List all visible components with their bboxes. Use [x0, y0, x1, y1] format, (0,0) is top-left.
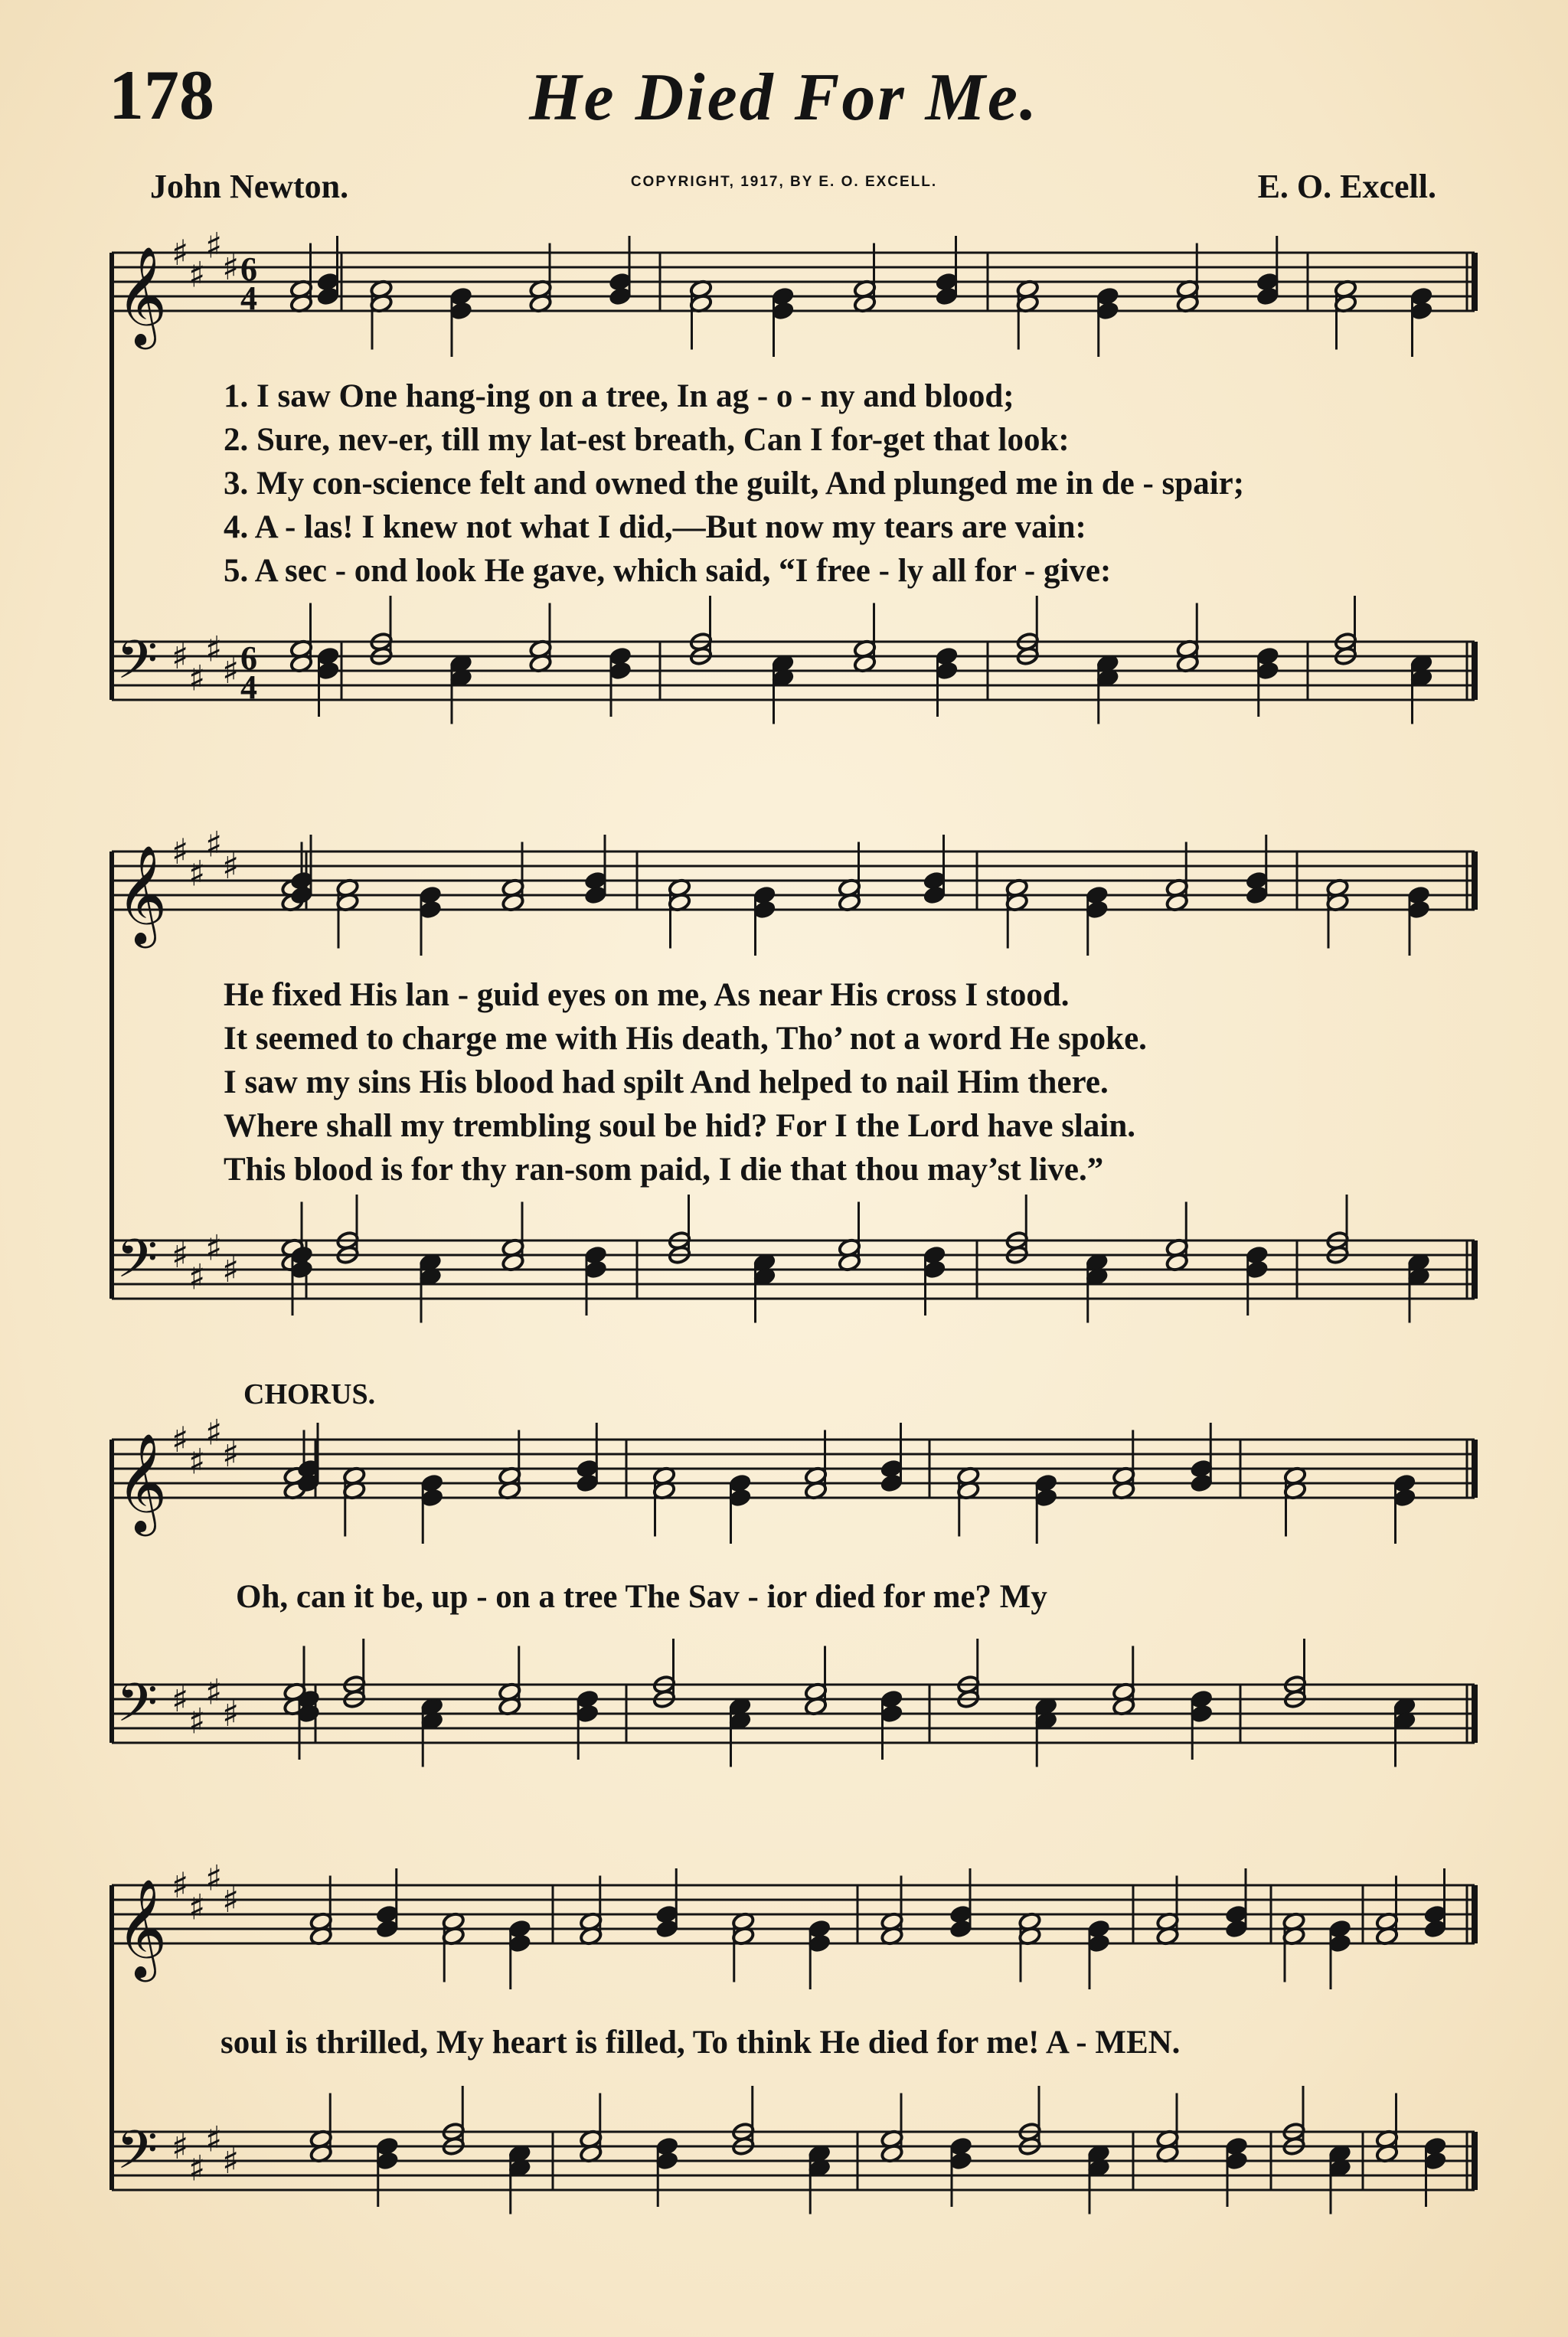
verse-line-1b: He fixed His lan - guid eyes on me, As near His cross I stood. [224, 977, 1070, 1013]
bass-staff-3-sharp: ♯ [172, 1678, 189, 1720]
bass-staff-1-time-top: 6 [240, 639, 257, 677]
treble-staff-1-time-bottom: 4 [240, 279, 257, 317]
treble-staff-2-treble-clef: 𝄞 [116, 845, 168, 944]
treble-staff-4-sharp: ♯ [172, 1865, 189, 1906]
treble-staff-3-end-bar [1472, 1440, 1478, 1498]
treble-staff-3-treble-clef: 𝄞 [116, 1433, 168, 1532]
lyricist-credit: John Newton. [150, 168, 349, 205]
verse-line-5a: 5. A sec - ond look He gave, which said, “I free - ly all for - give: [224, 553, 1112, 589]
verse-line-4b: Where shall my trembling soul be hid? For I the Lord have slain. [224, 1108, 1135, 1144]
bass-staff-1-end-bar [1472, 642, 1478, 700]
copyright-notice: COPYRIGHT, 1917, BY E. O. EXCELL. [630, 174, 938, 190]
treble-staff-4-sharp: ♯ [205, 1857, 223, 1899]
bass-staff-2-sharp: ♯ [172, 1234, 189, 1276]
bass-staff-3-sharp: ♯ [222, 1693, 240, 1734]
bass-staff-2-bass-clef: 𝄢 [116, 1227, 158, 1303]
bass-staff-3-end-bar [1472, 1685, 1478, 1743]
treble-staff-1-sharp: ♯ [222, 247, 240, 288]
bass-staff-4-sharp: ♯ [222, 2140, 240, 2182]
bass-staff-4-bass-clef: 𝄢 [116, 2119, 158, 2194]
bass-staff-4-sharp: ♯ [188, 2147, 206, 2189]
bass-staff-4-end-bar [1472, 2132, 1478, 2190]
bass-staff-2-sharp: ♯ [205, 1227, 223, 1269]
bass-staff-1-time-bottom: 4 [240, 668, 257, 706]
treble-staff-2-sharp: ♯ [222, 845, 240, 887]
hymn-number: 178 [109, 56, 214, 134]
treble-staff-1-treble-clef: 𝄞 [116, 246, 168, 345]
composer-credit: E. O. Excell. [1257, 168, 1436, 205]
treble-staff-2-end-bar [1472, 851, 1478, 910]
bass-staff-3-sharp: ♯ [188, 1700, 206, 1742]
bass-staff-1-sharp: ♯ [205, 628, 223, 670]
treble-staff-4-sharp: ♯ [188, 1886, 206, 1928]
bass-staff-2-end-bar [1472, 1240, 1478, 1299]
verse-line-2b: It seemed to charge me with His death, Tho’ not a word He spoke. [224, 1021, 1147, 1057]
verse-line-2a: 2. Sure, nev-er, till my lat-est breath, Can I for-get that look: [224, 422, 1070, 458]
treble-staff-2-sharp: ♯ [172, 831, 189, 872]
treble-staff-3-sharp: ♯ [172, 1419, 189, 1460]
treble-staff-3-sharp: ♯ [205, 1411, 223, 1453]
treble-staff-4-end-bar [1472, 1885, 1478, 1943]
bass-staff-2-sharp: ♯ [222, 1249, 240, 1290]
bass-staff-1-bass-clef: 𝄢 [116, 629, 158, 704]
bass-staff-4-sharp: ♯ [205, 2118, 223, 2160]
hymn-title: He Died For Me. [529, 60, 1039, 135]
chorus-line-1: Oh, can it be, up - on a tree The Sav - ior died for me? My [236, 1579, 1047, 1615]
treble-staff-1-time-top: 6 [240, 250, 257, 288]
treble-staff-3-sharp: ♯ [222, 1433, 240, 1475]
verse-line-3a: 3. My con-science felt and owned the guilt, And plunged me in de - spair; [224, 466, 1245, 502]
verse-line-1a: 1. I saw One hang-ing on a tree, In ag - o - ny and blood; [224, 378, 1014, 414]
treble-staff-1-sharp: ♯ [205, 224, 223, 266]
verse-line-3b: I saw my sins His blood had spilt And helped to nail Him there. [224, 1064, 1109, 1100]
bass-staff-4-sharp: ♯ [172, 2126, 189, 2167]
treble-staff-3-sharp: ♯ [188, 1440, 206, 1482]
bass-staff-1-sharp: ♯ [172, 636, 189, 677]
treble-staff-4-sharp: ♯ [222, 1879, 240, 1920]
treble-staff-2-sharp: ♯ [205, 823, 223, 865]
bass-staff-2-sharp: ♯ [188, 1256, 206, 1298]
bass-staff-1-sharp: ♯ [188, 657, 206, 699]
treble-staff-1-sharp: ♯ [188, 253, 206, 296]
chorus-line-2: soul is thrilled, My heart is filled, To think He died for me! A - MEN. [220, 2025, 1181, 2061]
treble-staff-2-sharp: ♯ [188, 852, 206, 894]
bass-staff-3-bass-clef: 𝄢 [116, 1672, 158, 1747]
treble-staff-1-sharp: ♯ [172, 232, 189, 273]
bass-staff-1-sharp: ♯ [222, 650, 240, 691]
chorus-label: CHORUS. [243, 1378, 376, 1410]
verse-line-5b: This blood is for thy ran-som paid, I die that thou may’st live.” [224, 1152, 1104, 1188]
treble-staff-1-end-bar [1472, 253, 1478, 311]
bass-staff-3-sharp: ♯ [205, 1671, 223, 1713]
verse-line-4a: 4. A - las! I knew not what I did,—But now my tears are vain: [224, 509, 1086, 545]
treble-staff-4-treble-clef: 𝄞 [116, 1878, 168, 1978]
